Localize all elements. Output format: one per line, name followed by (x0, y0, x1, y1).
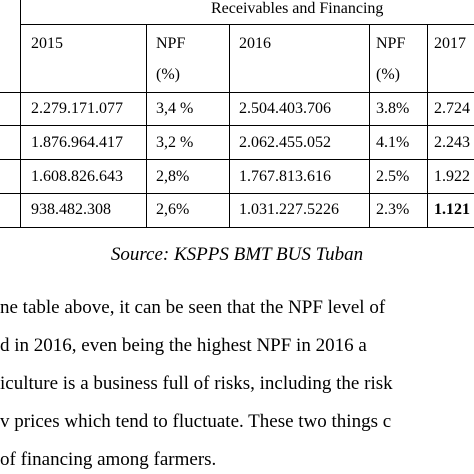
column-header-2015: 2015 (31, 35, 63, 52)
table-cell: 1.121 (434, 201, 470, 218)
table-cell: 2,6% (156, 201, 190, 218)
table-cell: 2.5% (376, 168, 410, 185)
table-cell: 2.279.171.077 (31, 100, 123, 117)
column-header-npf-unit: (%) (376, 66, 400, 83)
paragraph-line: v prices which tend to fluctuate. These two things c (0, 411, 392, 432)
table-cell: 1.922 (434, 168, 470, 185)
column-header-npf: NPF (156, 35, 186, 52)
table-rule (0, 193, 474, 194)
column-header-2017: 2017 (434, 35, 466, 52)
table-cell: 2.062.455.052 (239, 134, 331, 151)
table-rule (0, 159, 474, 160)
paragraph-line: ne table above, it can be seen that the NPF level of (0, 297, 386, 318)
table-cell: 3.8% (376, 100, 410, 117)
table-caption: Source: KSPPS BMT BUS Tuban (110, 244, 364, 265)
table-cell: 1.876.964.417 (31, 134, 123, 151)
table-rule (0, 125, 474, 126)
paragraph-line: of financing among farmers. (0, 449, 217, 470)
table-cell: 2.724 (434, 100, 470, 117)
table-rule (427, 25, 428, 228)
table-rule (20, 24, 474, 25)
table-cell: 938.482.308 (31, 201, 111, 218)
table-cell: 1.608.826.643 (31, 168, 123, 185)
column-header-2016: 2016 (239, 35, 271, 52)
table-cell: 2,8% (156, 168, 190, 185)
table-cell: 1.031.227.5226 (239, 201, 339, 218)
table-rule (0, 92, 474, 93)
table-cell: 1.767.813.616 (239, 168, 331, 185)
table-rule (20, 0, 21, 228)
table-cell: 2.3% (376, 201, 410, 218)
table-rule (146, 25, 147, 228)
paragraph-line: iculture is a business full of risks, including the risk (0, 373, 393, 394)
group-header: Receivables and Financing (211, 0, 384, 17)
column-header-npf-unit: (%) (156, 66, 180, 83)
paragraph-line: d in 2016, even being the highest NPF in 2016 a (0, 335, 367, 356)
table-rule (229, 25, 230, 228)
table-cell: 3,2 % (156, 134, 194, 151)
table-cell: 2.504.403.706 (239, 100, 331, 117)
table-cell: 4.1% (376, 134, 410, 151)
column-header-npf: NPF (376, 35, 406, 52)
table-cell: 2.243 (434, 134, 470, 151)
table-rule (0, 227, 474, 228)
table-cell: 3,4 % (156, 100, 194, 117)
table-rule (369, 25, 370, 228)
